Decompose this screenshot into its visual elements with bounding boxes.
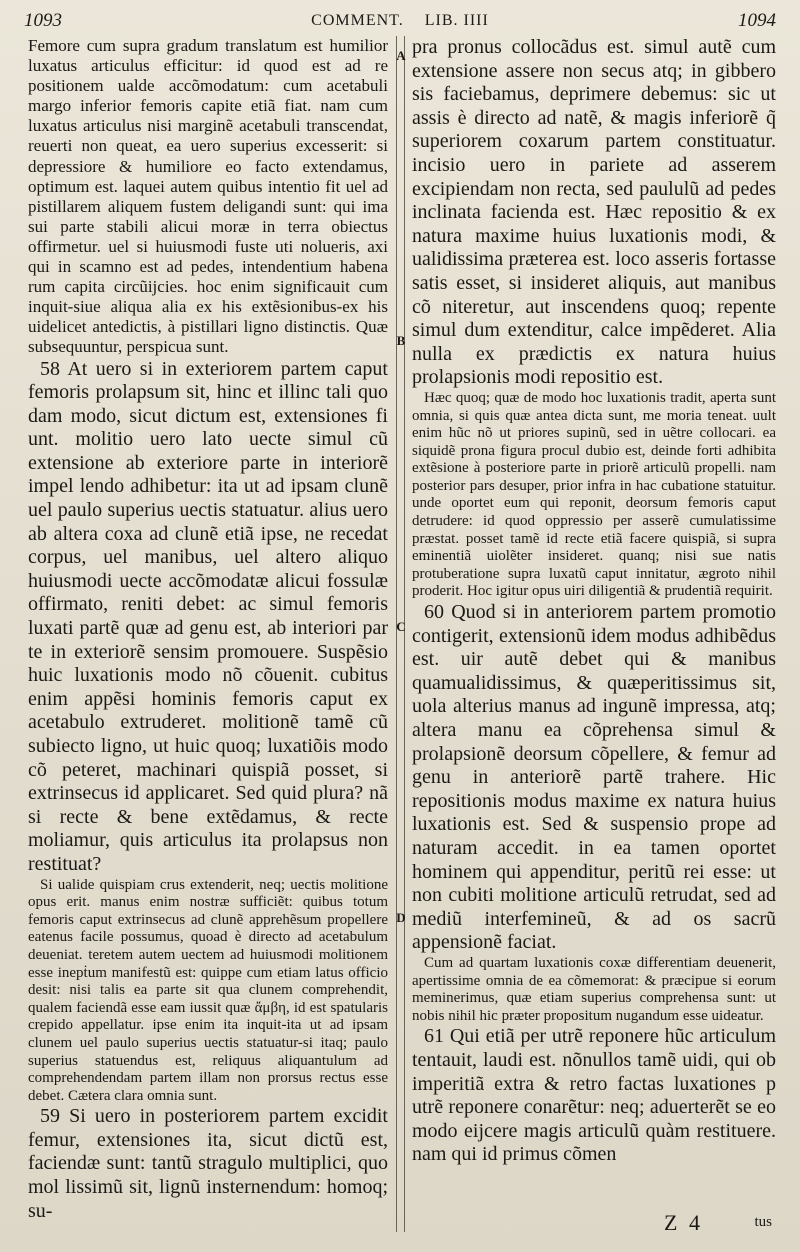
right-paragraph-61: 61 Qui etiã per utrẽ reponere hũc articulum tentauit, laudi est. nõnullos tamẽ uidi, qui ob imperitiã extra & retro factas luxationes p utrẽ reponere conarẽtur: neq; aduerterẽt se eo modo eijcere magis articulũ quàm restituere. nam qui id primus cõmen xyxy=(412,1025,776,1166)
margin-letter-d: D xyxy=(396,910,406,925)
margin-letter-a: A xyxy=(396,48,406,63)
running-head-right: LIB. IIII xyxy=(424,12,489,29)
left-page-number: 1093 xyxy=(24,10,62,31)
right-paragraph-1: pra pronus collocãdus est. simul autẽ cum extensione assere non secus atq; in gibbero sis faciebamus, deprimere debemus: sic ut assis è directo ad natẽ, & magis inferiorẽ q̃ superiorem coxarum partem constituatur. incisio uero in pariete ad asserem excipiendam non recta, sed paululũ ad pedes inclinata facienda est. Hæc repositio & ex natura maxime huius luxationis modi, & ualidissima præterea est. loco asseris fortasse satis esset, si insideret aliquis, aut manibus cõ niteretur, aut inscendens quoq; repente simul dum extenditur, calce impẽderet. Alia nulla ex prædictis ex natura huius prolapsionis modi repositio est. xyxy=(412,36,776,389)
page-footer xyxy=(0,1210,800,1250)
right-page-number: 1094 xyxy=(738,10,776,31)
left-paragraph-58: 58 At uero si in exteriorem partem caput femoris prolapsum sit, hinc et illinc tali quo dam modo, sicut dictum est, extensiones fi unt. molitio uero lato uecte simul cũ extensione ab exteriore parte in interiorẽ impel lendo adhibetur: ita ut ad ipsam clunẽ uel paulo superius uectis statuatur. alius uero ab altera coxa ad clunẽ etiã ipse, ne recedat corpus, uel manibus, uel altero aliquo huiusmodi uecte accõmodatæ alicui fossulæ offirmato, reniti debet: ac simul femoris luxati partẽ quæ ad genu est, ab interiori par te in exteriorẽ sensim promouere. Suspẽsio huic luxationis modo nõ cõuenit. cubitus enim appẽsi hominis femoris caput ex acetabulo extruderet. molitionẽ tamẽ cũ subiecto ligno, ut huic quoq; luxatiõis modo cõ peteret, machinari quispiã posset, si extrinsecus id applicaret. Sed quid plura? nã si recte & bene extẽdamus, & recte moliamur, quis articulus ita prolapsus non restituat? xyxy=(28,357,388,875)
right-column xyxy=(412,36,776,1228)
running-head xyxy=(0,12,800,30)
catchword: tus xyxy=(754,1214,772,1230)
left-paragraph-commentary: Si ualide quispiam crus extenderit, neq; uectis molitione opus erit. manus enim nostræ sufficiẽt: quibus totum femoris caput extrinsecus ad clunẽ apprehẽsum propellere eatenus facile possumus, quoad è directo ad acetabulum deueniat. teretem autem uectem ad huiusmodi molitionem esse inepṫum manifestũ est: quippe cum etiam latus officio desit: nisi talis ea parte sit qua clunem comprehendit, qualem faciendã esse eam iussit quæ ἄμβη, id est spatularis crepido appellatur. ipse enim ita inquit-ita ut ad ipsam clunem uel paulo superius uectis statuatur-si itaq; paulo superius statuendus est, reliquus aliquantulum ad comprehendendam partem illam non prorsus rectus esse debet. Cætera clara omnia sunt. xyxy=(28,876,388,1104)
margin-letter-c: C xyxy=(396,619,406,634)
left-column xyxy=(28,36,388,1228)
signature-mark xyxy=(664,1210,706,1236)
right-paragraph-commentary-2: Cum ad quartam luxationis coxæ differentiam deuenerit, apertissime omnia de ea cõmemorat: & præcipue si eorum meminerimus, quæ etiam superius comprehensa sunt: ut nobis nihil hic præter propositum nugandum esse uideatur. xyxy=(412,954,776,1024)
right-paragraph-60: 60 Quod si in anteriorem partem promotio contigerit, extensionũ idem modus adhibẽdus est. uir autẽ debet qui & manibus quamualidissimus, & quæperitissimus sit, uola alterius manus ad ingunẽ impressa, atq; altera manu ea cõprehensa simul & prolapsionẽ deorsum cõpellere, & femur ad genu in anteriorẽ partẽ trahere. Hic repositionis modus maxime ex natura huius luxationis est. Sed & suspensio prope ad naturam accedit. in ea tamen oportet hominem qui appenditur, peritũ rei esse: ut non cubiti molitione articulũ retrudat, sed ad mediũ interfemineũ, & ad os sacrũ appensionẽ faciat. xyxy=(412,601,776,954)
running-head-left: COMMENT. xyxy=(311,12,404,29)
signature-letter: Z xyxy=(664,1210,678,1235)
margin-letter-b: B xyxy=(396,333,406,348)
left-paragraph-1: Femore cum supra gradum translatum est humilior luxatus articulus efficitur: id quod est ad re positionem ualde accõmodatum: cum acetabuli margo inferior femoris capite etiã fiat. nam cum luxatus articulus nisi marginẽ acetabuli transcendat, reuerti non queat, ea uero superius excesserit: si depressiore & humiliore eo facto extendamus, optimum est. laquei autem quibus intentio fit uel ad pistillarem aliquem fustem deligandi sunt: qui ima sui parte stabili alicui moræ in terra obiectus offirmetur. uel si huiusmodi fuste uti nolueris, axi qui in scamno est ad pedes, intendentium habena rum capita circũijcies. hoc enim significauit cum inquit-siue aliqua alia ex his extẽsionibus-ex his uidelicet antedictis, à pistillari ligno distinctis. Quæ subsequuntur, perspicua sunt. xyxy=(28,36,388,357)
left-paragraph-59: 59 Si uero in posteriorem partem excidit femur, extensiones ita, sicut dictũ est, faciendæ sunt: tantũ stragulo multiplici, quo mol lissimũ sit, lignũ insternendum: homoq; su- xyxy=(28,1105,388,1222)
signature-number: 4 xyxy=(688,1210,700,1235)
right-paragraph-commentary-1: Hæc quoq; quæ de modo hoc luxationis tradit, aperta sunt omnia, si quis quæ antea dicta sunt, me moria teneat. uult enim hũc nõ ut priores supinũ, sed in uẽtre collocari. ea siquidẽ prona figura procul dubio est, deinde forti adhibita extẽsione à posteriore parte in priorẽ articulũ propelli. nam posterior pars desuper, prior infra in hac cubatione statuitur. unde oportet eum qui reponit, deorsum femoris caput detrudere: id quod oppressio per asserẽ cumulatissime præstat. posset tamẽ id recte etiã facere quispiã, si supra eminentiã uiolẽter insideret. quanq; nisi sue natis protuberatione supra luxatũ caput innitatur, ægroto nihil proderit. Hoc igitur opus uiri diligentiã & prudentiã requirit. xyxy=(412,389,776,600)
